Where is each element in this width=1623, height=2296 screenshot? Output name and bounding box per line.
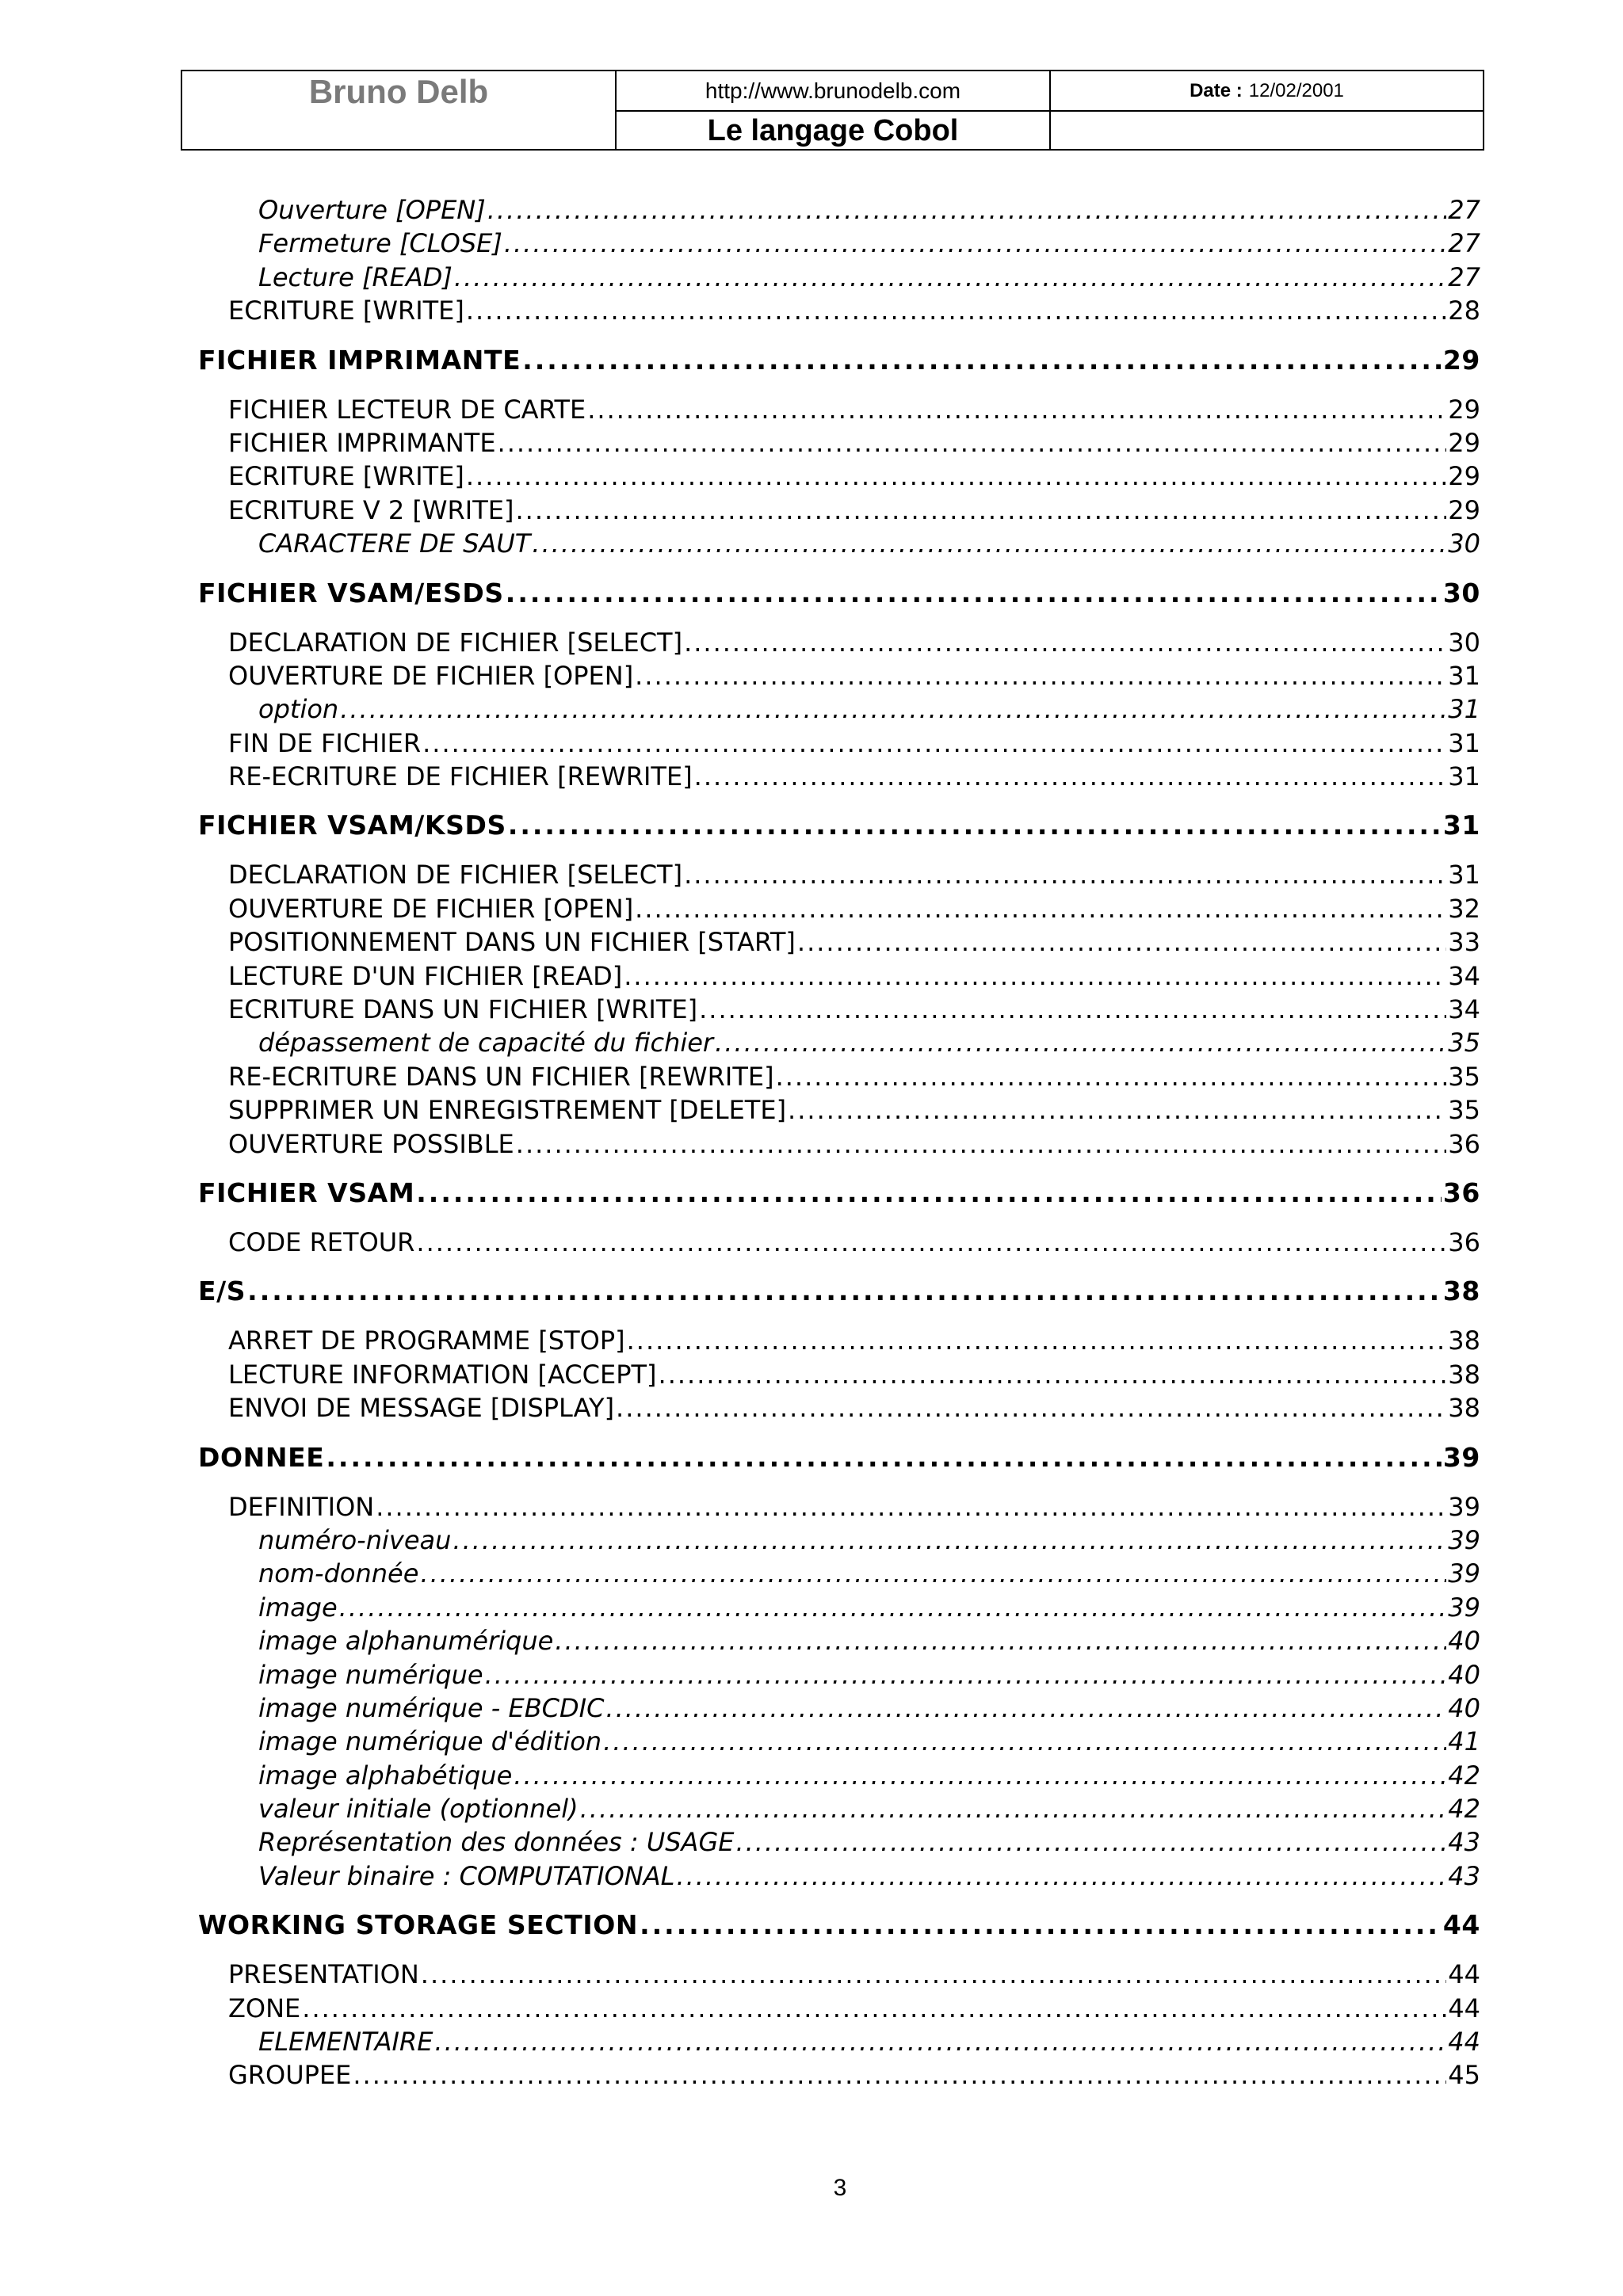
dot-leader xyxy=(776,1060,1447,1093)
toc-entry-page: 42 xyxy=(1448,1794,1480,1825)
dot-leader xyxy=(797,925,1446,959)
dot-leader xyxy=(684,858,1446,891)
toc-entry-page: 27 xyxy=(1448,195,1480,225)
toc-entry-title: DONNEE xyxy=(198,1441,325,1473)
toc-entry-title: Lecture [READ] xyxy=(258,261,453,292)
dot-leader xyxy=(640,1909,1442,1942)
toc-entry-title: SUPPRIMER UN ENREGISTREMENT [DELETE] xyxy=(228,1095,787,1126)
dot-leader xyxy=(659,1358,1447,1391)
dot-leader xyxy=(627,1324,1447,1357)
toc-entry[interactable] xyxy=(198,2058,1480,2092)
toc-entry-page: 27 xyxy=(1448,261,1480,292)
toc-entry-page: 41 xyxy=(1448,1726,1480,1757)
toc-entry-title: dépassement de capacité du fichier xyxy=(258,1028,714,1058)
toc-entry-page: 44 xyxy=(1448,1993,1480,2023)
toc-entry[interactable] xyxy=(198,892,1480,925)
toc-entry[interactable] xyxy=(198,1557,1480,1590)
toc-entry[interactable] xyxy=(198,659,1480,692)
dot-leader xyxy=(326,1441,1442,1474)
toc-entry-page: 38 xyxy=(1448,1359,1480,1390)
dot-leader xyxy=(684,626,1446,659)
dot-leader xyxy=(735,1825,1446,1859)
toc-entry[interactable] xyxy=(198,193,1480,227)
toc-entry[interactable] xyxy=(198,1825,1480,1859)
dot-leader xyxy=(504,227,1446,260)
dot-leader xyxy=(340,692,1446,726)
toc-entry-title: FICHIER VSAM/KSDS xyxy=(198,810,506,841)
toc-entry-page: 38 xyxy=(1448,1325,1480,1356)
dot-leader xyxy=(514,1759,1446,1792)
toc-entry-page: 44 xyxy=(1442,1909,1480,1941)
document-subject: Le langage Cobol xyxy=(707,114,959,147)
toc-entry[interactable] xyxy=(198,1759,1480,1792)
toc-entry-title: DECLARATION DE FICHIER [SELECT] xyxy=(228,860,683,891)
toc-entry-page: 44 xyxy=(1448,1959,1480,1990)
dot-leader xyxy=(624,959,1446,993)
toc-entry-title: PRESENTATION xyxy=(228,1959,419,1990)
toc-entry[interactable] xyxy=(198,858,1480,891)
toc-entry[interactable] xyxy=(198,1441,1480,1474)
dot-leader xyxy=(635,659,1446,692)
toc-entry-title: nom-donnée xyxy=(258,1558,419,1589)
dot-leader xyxy=(676,1859,1446,1893)
toc-entry[interactable] xyxy=(198,1391,1480,1425)
toc-entry[interactable] xyxy=(198,1490,1480,1524)
toc-entry-title: image numérique - EBCDIC xyxy=(258,1692,605,1723)
toc-entry-title: DEFINITION xyxy=(228,1491,375,1522)
dot-leader xyxy=(434,2025,1446,2058)
toc-entry-title: ECRITURE [WRITE] xyxy=(228,296,464,326)
dot-leader xyxy=(353,2058,1446,2092)
toc-entry-title: image alphanumérique xyxy=(258,1626,554,1657)
toc-entry-title: RE-ECRITURE DANS UN FICHIER [REWRITE] xyxy=(228,1061,774,1092)
toc-entry[interactable] xyxy=(198,1524,1480,1557)
toc-entry-page: 31 xyxy=(1448,761,1480,792)
dot-leader xyxy=(416,1177,1442,1210)
toc-entry-title: FIN DE FICHIER xyxy=(228,727,422,758)
toc-entry-title: WORKING STORAGE SECTION xyxy=(198,1909,639,1941)
toc-entry-page: 34 xyxy=(1448,960,1480,991)
dot-leader xyxy=(454,261,1446,294)
dot-leader xyxy=(506,577,1442,610)
toc-entry-title: valeur initiale (optionnel) xyxy=(258,1794,579,1825)
toc-entry[interactable] xyxy=(198,1060,1480,1093)
toc-entry-page: 40 xyxy=(1448,1659,1480,1690)
toc-entry[interactable] xyxy=(198,760,1480,793)
toc-entry[interactable] xyxy=(198,527,1480,560)
dot-leader xyxy=(416,1226,1446,1259)
toc-entry[interactable] xyxy=(198,1624,1480,1657)
toc-entry-title: OUVERTURE DE FICHIER [OPEN] xyxy=(228,660,634,691)
toc-entry-page: 30 xyxy=(1442,577,1480,608)
toc-entry[interactable] xyxy=(198,1026,1480,1059)
toc-entry-page: 33 xyxy=(1448,927,1480,958)
toc-entry-title: image numérique d'édition xyxy=(258,1726,602,1757)
dot-leader xyxy=(421,1958,1446,1991)
toc-entry[interactable] xyxy=(198,1591,1480,1624)
toc-entry-page: 29 xyxy=(1448,394,1480,425)
toc-entry-title: numéro-niveau xyxy=(258,1524,452,1555)
toc-entry-title: image alphabétique xyxy=(258,1760,513,1791)
toc-entry-title: CARACTERE DE SAUT xyxy=(258,528,531,559)
toc-entry-page: 38 xyxy=(1442,1276,1480,1307)
toc-entry-page: 28 xyxy=(1448,296,1480,326)
dot-leader xyxy=(715,1026,1446,1059)
toc-entry-title: ECRITURE V 2 [WRITE] xyxy=(228,494,514,525)
author-name: Bruno Delb xyxy=(308,73,489,110)
toc-entry[interactable] xyxy=(198,925,1480,959)
toc-entry-page: 31 xyxy=(1448,727,1480,758)
dot-leader xyxy=(694,760,1447,793)
toc-entry-title: Représentation des données : USAGE xyxy=(258,1827,735,1858)
dot-leader xyxy=(580,1792,1447,1825)
toc-entry-title: GROUPEE xyxy=(228,2060,352,2091)
toc-entry[interactable] xyxy=(198,577,1480,610)
toc-entry[interactable] xyxy=(198,1691,1480,1725)
page-number: 3 xyxy=(833,2175,847,2201)
toc-entry-title: ELEMENTAIRE xyxy=(258,2027,433,2058)
toc-entry-page: 29 xyxy=(1442,344,1480,376)
toc-entry-page: 31 xyxy=(1448,660,1480,691)
toc-entry-title: FICHIER LECTEUR DE CARTE xyxy=(228,394,586,425)
toc-entry-page: 35 xyxy=(1448,1028,1480,1058)
toc-entry-title: option xyxy=(258,694,339,725)
toc-entry-title: LECTURE D'UN FICHIER [READ] xyxy=(228,960,623,991)
toc-entry-title: FICHIER IMPRIMANTE xyxy=(198,344,521,376)
toc-entry[interactable] xyxy=(198,1358,1480,1391)
toc-entry[interactable] xyxy=(198,809,1480,842)
toc-entry-title: ECRITURE [WRITE] xyxy=(228,461,464,492)
toc-entry-page: 39 xyxy=(1448,1558,1480,1589)
toc-entry[interactable] xyxy=(198,1177,1480,1210)
dot-leader xyxy=(339,1591,1447,1624)
toc-entry[interactable] xyxy=(198,727,1480,760)
toc-entry-page: 36 xyxy=(1442,1177,1480,1208)
dot-leader xyxy=(498,426,1447,460)
toc-entry-title: Ouverture [OPEN] xyxy=(258,195,486,225)
toc-entry[interactable] xyxy=(198,393,1480,426)
dot-leader xyxy=(699,993,1446,1026)
dot-leader xyxy=(466,294,1446,327)
toc-entry-title: OUVERTURE POSSIBLE xyxy=(228,1128,514,1159)
dot-leader xyxy=(302,1992,1446,2025)
toc-entry[interactable] xyxy=(198,261,1480,294)
toc-entry-title: Valeur binaire : COMPUTATIONAL xyxy=(258,1860,675,1891)
toc-entry[interactable] xyxy=(198,1658,1480,1691)
toc-entry-page: 30 xyxy=(1448,627,1480,658)
dot-leader xyxy=(508,809,1442,842)
toc-entry-page: 31 xyxy=(1442,810,1480,841)
toc-entry-page: 32 xyxy=(1448,893,1480,924)
toc-entry-page: 35 xyxy=(1448,1095,1480,1126)
toc-entry[interactable] xyxy=(198,227,1480,260)
toc-entry-page: 29 xyxy=(1448,427,1480,458)
toc-entry-page: 36 xyxy=(1448,1128,1480,1159)
toc-entry-page: 29 xyxy=(1448,494,1480,525)
toc-entry-page: 27 xyxy=(1448,228,1480,259)
document-header xyxy=(181,70,1484,151)
toc-entry-title: CODE RETOUR xyxy=(228,1226,415,1257)
toc-entry[interactable] xyxy=(198,1093,1480,1127)
toc-entry-page: 30 xyxy=(1448,528,1480,559)
toc-entry-page: 34 xyxy=(1448,994,1480,1025)
toc-entry-page: 42 xyxy=(1448,1760,1480,1791)
toc-entry-title: RE-ECRITURE DE FICHIER [REWRITE] xyxy=(228,761,693,792)
toc-entry-title: FICHIER IMPRIMANTE xyxy=(228,427,496,458)
table-of-contents xyxy=(198,193,1480,2092)
toc-entry[interactable] xyxy=(198,1792,1480,1825)
dot-leader xyxy=(485,1658,1447,1691)
dot-leader xyxy=(466,460,1446,493)
toc-entry-page: 45 xyxy=(1448,2060,1480,2091)
toc-entry[interactable] xyxy=(198,1275,1480,1308)
toc-entry[interactable] xyxy=(198,1992,1480,2025)
dot-leader xyxy=(487,193,1447,227)
toc-entry-page: 43 xyxy=(1448,1860,1480,1891)
dot-leader xyxy=(603,1725,1446,1758)
date-label: Date : xyxy=(1190,79,1243,101)
toc-entry-title: ZONE xyxy=(228,1993,301,2023)
toc-entry-page: 36 xyxy=(1448,1226,1480,1257)
dot-leader xyxy=(247,1275,1442,1308)
dot-leader xyxy=(515,494,1446,527)
toc-entry-title: POSITIONNEMENT DANS UN FICHIER [START] xyxy=(228,927,796,958)
toc-entry[interactable] xyxy=(198,1725,1480,1758)
toc-entry-title: LECTURE INFORMATION [ACCEPT] xyxy=(228,1359,657,1390)
toc-entry[interactable] xyxy=(198,993,1480,1026)
toc-entry[interactable] xyxy=(198,1127,1480,1161)
dot-leader xyxy=(420,1557,1446,1590)
toc-entry[interactable] xyxy=(198,494,1480,527)
toc-entry-title: FICHIER VSAM/ESDS xyxy=(198,577,504,608)
dot-leader xyxy=(422,727,1446,760)
toc-entry[interactable] xyxy=(198,1324,1480,1357)
toc-entry-title: E/S xyxy=(198,1276,246,1307)
dot-leader xyxy=(453,1524,1446,1557)
toc-entry[interactable] xyxy=(198,1909,1480,1942)
toc-entry[interactable] xyxy=(198,1859,1480,1893)
toc-entry-title: image xyxy=(258,1592,338,1623)
toc-entry-page: 35 xyxy=(1448,1061,1480,1092)
toc-entry[interactable] xyxy=(198,692,1480,726)
date-value: 12/02/2001 xyxy=(1248,79,1344,101)
toc-entry-title: ECRITURE DANS UN FICHIER [WRITE] xyxy=(228,994,698,1025)
toc-entry-page: 39 xyxy=(1448,1524,1480,1555)
dot-leader xyxy=(376,1490,1446,1524)
toc-entry-page: 38 xyxy=(1448,1393,1480,1424)
dot-leader xyxy=(522,344,1442,377)
toc-entry-page: 39 xyxy=(1448,1491,1480,1522)
toc-entry[interactable] xyxy=(198,344,1480,377)
dot-leader xyxy=(605,1691,1446,1725)
toc-entry-page: 39 xyxy=(1448,1592,1480,1623)
toc-entry-title: DECLARATION DE FICHIER [SELECT] xyxy=(228,627,683,658)
toc-entry[interactable] xyxy=(198,1958,1480,1991)
toc-entry-page: 29 xyxy=(1448,461,1480,492)
toc-entry-page: 31 xyxy=(1448,860,1480,891)
dot-leader xyxy=(555,1624,1446,1657)
website-url: http://www.brunodelb.com xyxy=(705,78,961,103)
toc-entry-page: 44 xyxy=(1448,2027,1480,2058)
dot-leader xyxy=(516,1127,1447,1161)
toc-entry-page: 31 xyxy=(1448,694,1480,725)
dot-leader xyxy=(616,1391,1446,1425)
toc-entry[interactable] xyxy=(198,2025,1480,2058)
dot-leader xyxy=(635,892,1446,925)
toc-entry[interactable] xyxy=(198,1226,1480,1259)
toc-entry-title: ARRET DE PROGRAMME [STOP] xyxy=(228,1325,625,1356)
dot-leader xyxy=(788,1093,1446,1127)
toc-entry[interactable] xyxy=(198,294,1480,327)
toc-entry-title: OUVERTURE DE FICHIER [OPEN] xyxy=(228,893,634,924)
toc-entry-page: 40 xyxy=(1448,1626,1480,1657)
toc-entry-title: ENVOI DE MESSAGE [DISPLAY] xyxy=(228,1393,615,1424)
dot-leader xyxy=(532,527,1446,560)
toc-entry-title: image numérique xyxy=(258,1659,483,1690)
toc-entry-page: 43 xyxy=(1448,1827,1480,1858)
toc-entry[interactable] xyxy=(198,626,1480,659)
toc-entry-title: FICHIER VSAM xyxy=(198,1177,415,1208)
toc-entry[interactable] xyxy=(198,426,1480,460)
toc-entry[interactable] xyxy=(198,959,1480,993)
toc-entry-page: 39 xyxy=(1442,1441,1480,1473)
toc-entry-title: Fermeture [CLOSE] xyxy=(258,228,502,259)
dot-leader xyxy=(587,393,1446,426)
toc-entry-page: 40 xyxy=(1448,1692,1480,1723)
toc-entry[interactable] xyxy=(198,460,1480,493)
document-date xyxy=(1051,71,1483,110)
